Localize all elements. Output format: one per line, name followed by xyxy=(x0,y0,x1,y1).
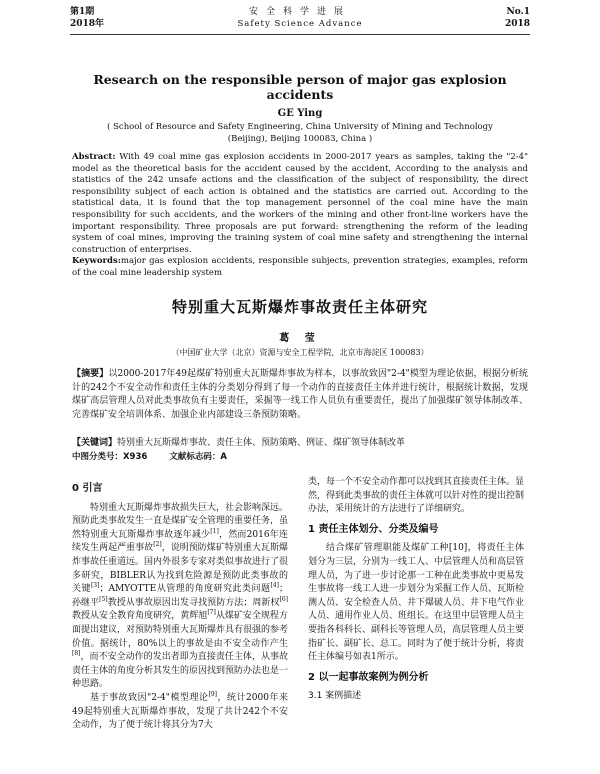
text-run: ，统计2000年来49起特别重大瓦斯爆炸事故，发现了共计242个不安全动作，为了便于统计将其分为7大 xyxy=(72,692,288,731)
text-run: 教授从事故原因出发寻找预防方法；周新权 xyxy=(107,597,280,608)
english-title: Research on the responsible person of major gas explosion accidents xyxy=(93,72,507,102)
subsection-3-1-title: 3.1 案例描述 xyxy=(308,691,362,702)
chinese-keywords-text: 特别重大瓦斯爆炸事故、责任主体、预防策略、例证、煤矿领导体制改革 xyxy=(117,438,406,448)
section-1-title: 1 责任主体划分、分类及编号 xyxy=(308,523,439,535)
running-header xyxy=(70,6,530,35)
text-run: 从煤矿安全规程方面提出建议，对预防特别重大瓦斯爆炸具有很强的参考价值。据统计，80%以上的事故是由不安全动作产生 xyxy=(72,611,289,649)
text-run: ，说明预防煤矿特别重大瓦斯爆炸事故任重道远。国内外很多专家对类似事故进行了很多研究，BIBLER认为找到危险源是预防此类事故的关键 xyxy=(72,543,289,595)
text-run: ；孙继平 xyxy=(72,584,288,608)
chinese-affiliation: （中国矿业大学（北京）资源与安全工程学院，北京市海淀区 100083） xyxy=(171,348,429,357)
header-center xyxy=(220,6,380,30)
abstract-text: With 49 coal mine gas explosion accidents in 2000-2017 years as samples, taking the "2-4" model as the theoretical basis for the accident caused by the accident, According to the analysis and statistics of the 242 unsafe actions and the classification of the subject of responsibility, the direct responsibility subject of each action is obtained and the statistics are carried out. According to the statistical data, it is found that the top management personnel of the coal mine have the main responsibility for such accidents, and the workers of the mining and other front-line workers have the important responsibility. Three proposals are put forward: strengthening the reform of the leading system of coal mines, improving the training system of coal mine safety and strengthening the internal construction of enterprises. xyxy=(72,152,528,255)
header-right xyxy=(505,6,530,30)
section-0-title: 0 引言 xyxy=(72,483,103,494)
body-column-left xyxy=(72,476,288,733)
english-affiliation: ( School of Resource and Safety Engineering, China University of Mining and Technology (Beijing), Beijing 100083, China ) xyxy=(107,122,493,144)
citation: [2] xyxy=(153,541,162,549)
chinese-author: 葛 莹 xyxy=(279,333,321,344)
text-run: 特别重大瓦斯爆炸事故损失巨大，社会影响深远。预防此类事故发生一直是煤矿安全管理的重要任务，虽然特别重大瓦斯爆炸事故逐年减少 xyxy=(72,502,289,540)
document-code: 文献标志码：A xyxy=(169,452,227,462)
header-issue-no: No.1 xyxy=(506,7,530,17)
class-number: 中图分类号：X936 xyxy=(72,452,148,462)
journal-name-en: Safety Science Advance xyxy=(237,19,363,29)
citation: [9] xyxy=(208,690,217,698)
citation: [6] xyxy=(279,595,288,603)
section-2-title: 2 以一起事故案例为例分析 xyxy=(308,671,429,683)
text-run: 教授从安全教育角度研究，黄辉旭 xyxy=(72,611,208,622)
paragraph-section-1: 结合煤矿管理职能及煤矿工种[10]，将责任主体划分为三层，分别为一线工人、中层管理人员和高层管理人员，为了进一步讨论那一工种在此类事故中更易发生事故将一线工人进一步划分为采掘工作人员、瓦斯检测人员、安全检查人员、井下爆破人员、井下电气作业人员、通用作业人员、班组长。在这里中层管理人员主要指各科科长、副科长等管理人员，高层管理人员主要指矿长、副矿长、总工。同时为了便于统计分析，将责任主体编号如表1所示。 xyxy=(308,543,525,663)
abstract-label: Abstract: xyxy=(72,152,116,162)
citation: [1] xyxy=(210,527,219,535)
text-run: ，然而2016年连续发生两起严重事故 xyxy=(72,529,288,554)
paragraph-intro-1 xyxy=(72,502,288,692)
english-author: GE Ying xyxy=(277,108,323,119)
citation: [4] xyxy=(270,582,279,590)
header-year: 2018年 xyxy=(70,19,105,29)
chinese-title: 特别重大瓦斯爆炸事故责任主体研究 xyxy=(171,298,428,316)
citation: [8] xyxy=(72,650,81,658)
paragraph-intro-2-cont: 类，每一个不安全动作都可以找到其直接责任主体。显然，得到此类事故的责任主体就可以针对性的提出控制办法，采用统计的方法进行了详细研究。 xyxy=(308,477,525,515)
english-keywords xyxy=(72,256,528,279)
citation: [3] xyxy=(90,582,100,590)
chinese-abstract-text: 以2000-2017年49起煤矿特别重大瓦斯爆炸事故为样本，以事故致因"2-4"模型为理论依据，根据分析统计的242个不安全动作和责任主体的分类划分得到了每一个动作的直接责任主体并进行统计，根据统计数据，发现煤矿高层管理人员对此类事故负有主要责任，采掘等一线工作人员负有重要责任，提出了加强煤矿领导体制改革、完善煤矿安全培训体系、加强企业内部建设三条预防策略。 xyxy=(72,369,528,420)
paragraph-intro-2 xyxy=(72,692,288,733)
header-left xyxy=(70,6,104,30)
text-run: ；AMYOTTE从管理的角度研究此类问题 xyxy=(99,584,271,595)
text-run: 基于事故致因"2-4"模型理论 xyxy=(90,692,209,703)
english-abstract-block xyxy=(72,152,528,280)
header-issue: 第1期 xyxy=(70,7,95,17)
header-year-en: 2018 xyxy=(504,19,530,29)
chinese-keywords-label: 【关键词】 xyxy=(72,438,118,448)
chinese-abstract xyxy=(72,368,528,422)
english-abstract xyxy=(72,152,528,256)
text-run: ，而不安全动作的发出者即为直接责任主体，从事故责任主体的角度分析其发生的原因找到预防办法也是一种思路。 xyxy=(72,652,289,690)
keywords-label: Keywords: xyxy=(72,256,121,267)
citation: [5] xyxy=(99,595,108,603)
chinese-keywords xyxy=(72,437,528,450)
journal-name-zh: 安全科学进展 xyxy=(248,7,351,17)
classification-line xyxy=(72,451,528,463)
chinese-abstract-label: 【摘要】 xyxy=(72,369,109,379)
keywords-text: major gas explosion accidents, responsible subjects, prevention strategies, examples, reform of the coal mine leadership system xyxy=(72,256,528,278)
citation: [7] xyxy=(207,609,216,617)
body-column-right xyxy=(308,476,524,704)
